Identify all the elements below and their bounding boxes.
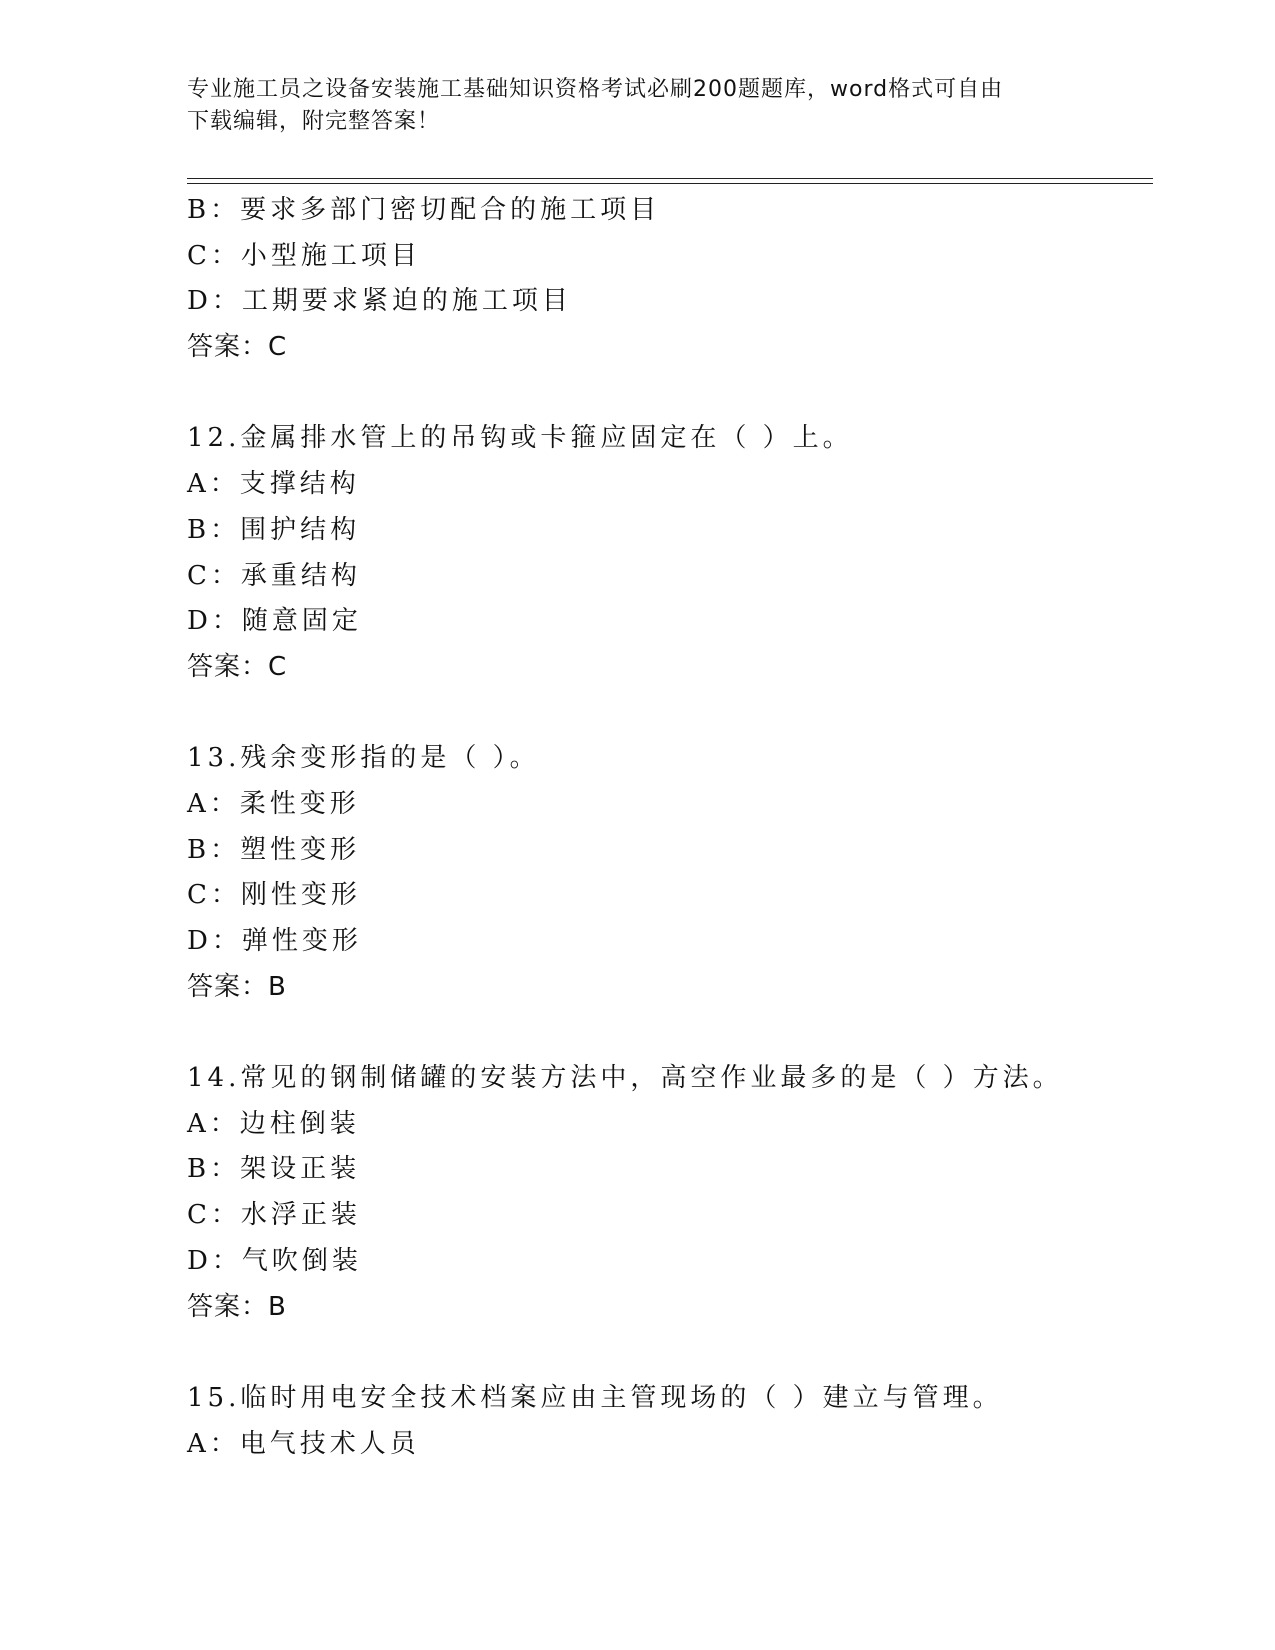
question-stem: 15.临时用电安全技术档案应由主管现场的（ ）建立与管理。 — [187, 1382, 1003, 1413]
header-line-1: 专业施工员之设备安装施工基础知识资格考试必刷200题题库，word格式可自由 — [187, 77, 1004, 102]
option-a: A：柔性变形 — [187, 788, 360, 819]
option-b: B：架设正装 — [187, 1154, 361, 1185]
option-a: A：边柱倒装 — [187, 1108, 360, 1139]
question-block — [187, 1056, 1153, 1330]
option-a: A：电气技术人员 — [187, 1428, 420, 1459]
option-c: C：小型施工项目 — [187, 240, 421, 271]
question-block — [187, 416, 1153, 690]
option-d: D：工期要求紧迫的施工项目 — [187, 286, 572, 317]
header-line-2: 下载编辑，附完整答案！ — [187, 109, 441, 134]
option-c: C：承重结构 — [187, 560, 361, 591]
header-divider-top — [187, 178, 1153, 179]
answer-line: 答案：C — [187, 332, 288, 363]
question-stem: 14.常见的钢制储罐的安装方法中，高空作业最多的是（ ）方法。 — [187, 1063, 1063, 1094]
option-a: A：支撑结构 — [187, 469, 360, 500]
option-d: D：弹性变形 — [187, 926, 362, 956]
option-b: B：要求多部门密切配合的施工项目 — [187, 195, 661, 225]
option-b: B：围护结构 — [187, 514, 361, 545]
option-d: D：随意固定 — [187, 606, 362, 637]
question-stem: 13.残余变形指的是（ ）。 — [187, 743, 540, 774]
header-divider-bottom — [187, 183, 1153, 184]
option-c: C：刚性变形 — [187, 880, 361, 911]
question-list — [187, 188, 1153, 1467]
question-stem: 12.金属排水管上的吊钩或卡箍应固定在（ ）上。 — [187, 423, 853, 454]
option-d: D：气吹倒装 — [187, 1245, 362, 1276]
answer-line: 答案：C — [187, 651, 288, 682]
option-c: C：水浮正装 — [187, 1200, 361, 1231]
question-block — [187, 736, 1153, 1010]
answer-line: 答案：B — [187, 1291, 287, 1322]
option-b: B：塑性变形 — [187, 834, 361, 865]
document-header — [187, 74, 1087, 138]
question-block — [187, 188, 1153, 371]
question-block — [187, 1376, 1153, 1467]
answer-line: 答案：B — [187, 971, 287, 1002]
